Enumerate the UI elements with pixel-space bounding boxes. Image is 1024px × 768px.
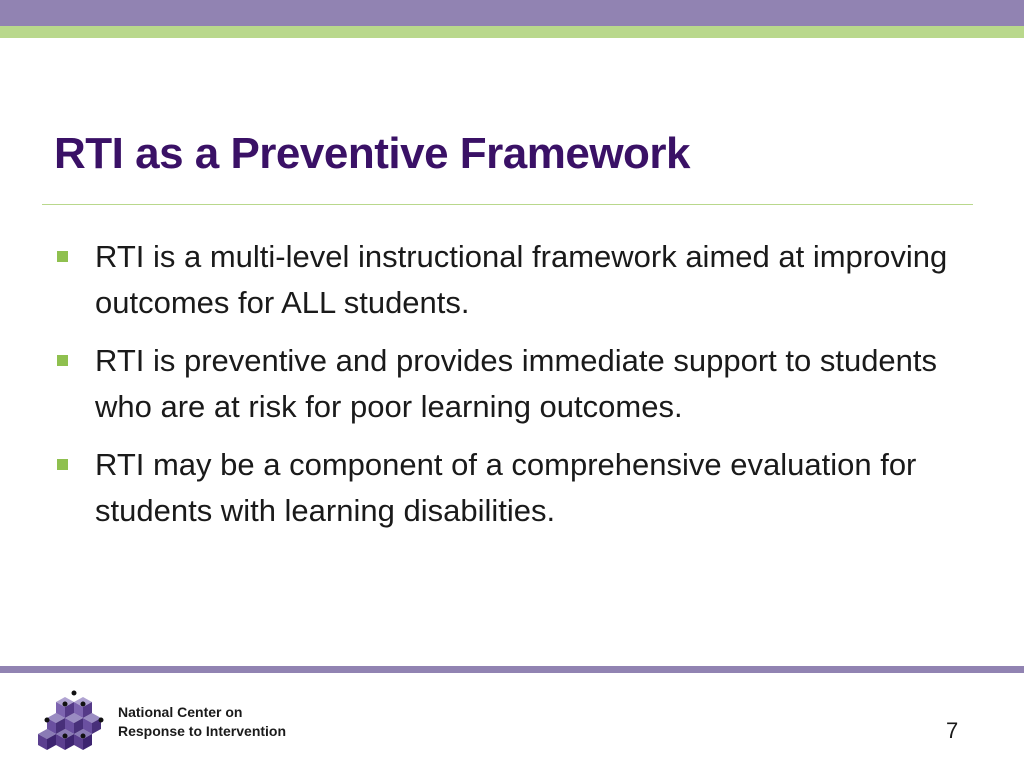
stacked-cubes-logo-icon [38,690,106,752]
list-item [54,442,954,534]
page-number: 7 [946,718,959,743]
top-green-band [0,26,1024,38]
org-name-line-2: Response to Intervention [118,723,287,739]
title-divider [42,204,973,205]
bullet-text: RTI may be a component of a comprehensive evaluation for students with learning disabilities. [95,447,917,528]
bullet-text: RTI is preventive and provides immediate support to students who are at risk for poor learning outcomes. [95,343,938,424]
square-bullet-icon [57,355,68,366]
square-bullet-icon [57,459,68,470]
list-item [54,234,954,326]
organization-name [118,703,286,741]
top-purple-band [0,0,1024,26]
slide-title: RTI as a Preventive Framework [54,129,691,178]
list-item [54,338,954,430]
bullet-list [54,234,954,546]
square-bullet-icon [57,251,68,262]
org-name-line-1: National Center on [118,704,243,720]
bullet-text: RTI is a multi-level instructional framework aimed at improving outcomes for ALL students. [95,239,948,320]
bottom-purple-band [0,666,1024,673]
